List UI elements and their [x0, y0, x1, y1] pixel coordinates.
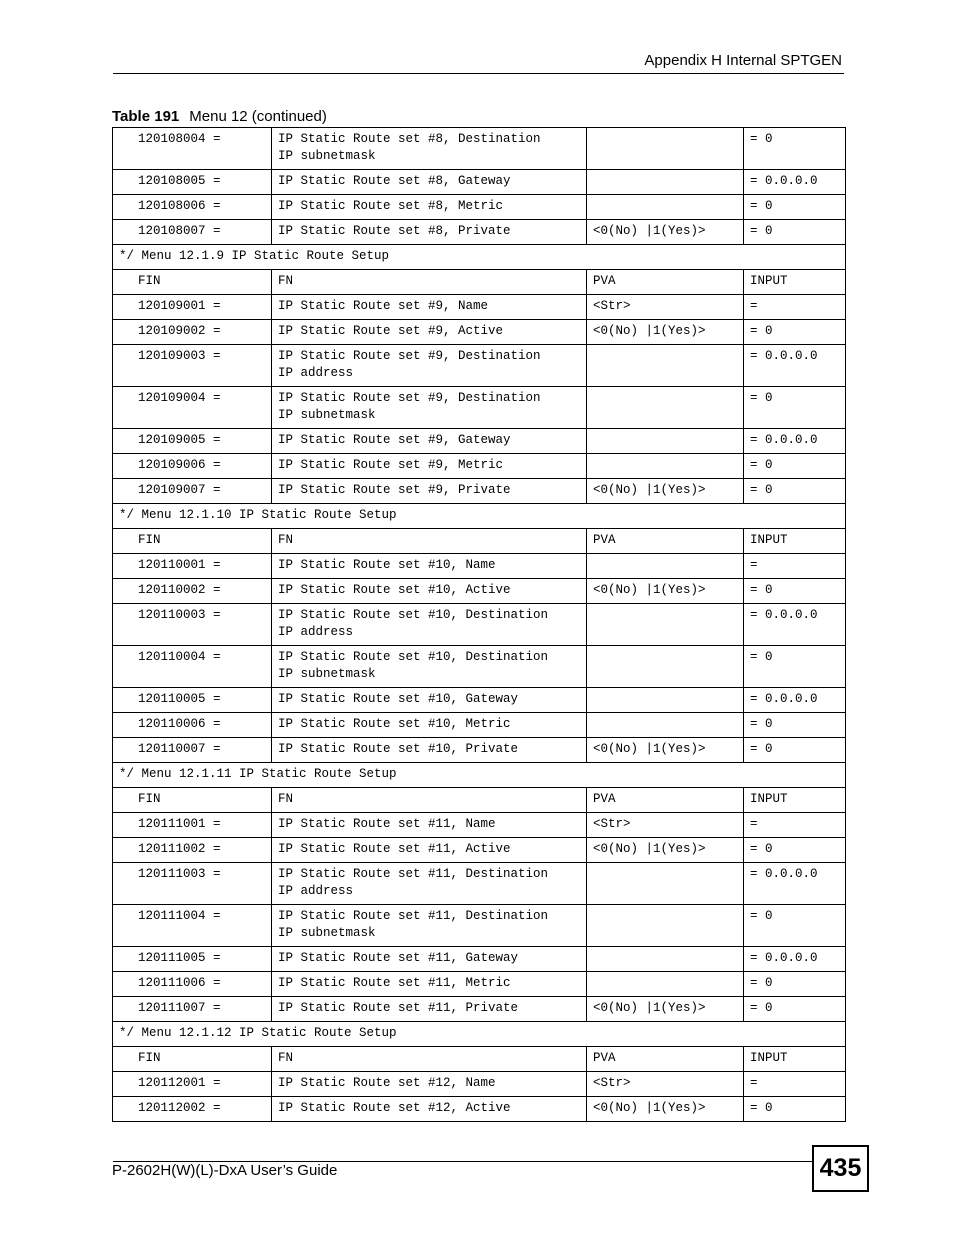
input-cell: = 0 — [744, 838, 846, 863]
pva-cell: <0(No) |1(Yes)> — [587, 738, 744, 763]
fn-cell: IP Static Route set #11, Gateway — [272, 947, 587, 972]
input-cell: INPUT — [744, 529, 846, 554]
input-cell: = 0 — [744, 479, 846, 504]
fn-cell: IP Static Route set #8, Private — [272, 220, 587, 245]
input-cell: = 0 — [744, 738, 846, 763]
page-number: 435 — [812, 1145, 869, 1192]
input-cell: = 0.0.0.0 — [744, 688, 846, 713]
fn-cell: IP Static Route set #10, Destination IP subnetmask — [272, 646, 587, 688]
fn-cell: IP Static Route set #9, Gateway — [272, 429, 587, 454]
fin-cell: 120110007 = — [113, 738, 272, 763]
fin-cell: 120110004 = — [113, 646, 272, 688]
input-cell: INPUT — [744, 788, 846, 813]
pva-cell: PVA — [587, 788, 744, 813]
menu-12-table — [112, 127, 846, 1122]
table-row — [113, 738, 846, 763]
fn-cell: IP Static Route set #9, Destination IP address — [272, 345, 587, 387]
fin-cell: 120108006 = — [113, 195, 272, 220]
table-row — [113, 646, 846, 688]
fn-cell: IP Static Route set #8, Metric — [272, 195, 587, 220]
fn-cell: IP Static Route set #8, Gateway — [272, 170, 587, 195]
pva-cell — [587, 454, 744, 479]
fn-cell: IP Static Route set #11, Private — [272, 997, 587, 1022]
fin-cell: 120108005 = — [113, 170, 272, 195]
fin-cell: 120109002 = — [113, 320, 272, 345]
table-row — [113, 195, 846, 220]
fin-cell: 120112001 = — [113, 1072, 272, 1097]
input-cell: = 0 — [744, 646, 846, 688]
pva-cell — [587, 195, 744, 220]
input-cell: = 0 — [744, 972, 846, 997]
fn-cell: IP Static Route set #10, Private — [272, 738, 587, 763]
table-row — [113, 1097, 846, 1122]
pva-cell — [587, 713, 744, 738]
table-row — [113, 905, 846, 947]
fin-cell: 120111006 = — [113, 972, 272, 997]
fin-cell: FIN — [113, 529, 272, 554]
section-title: */ Menu 12.1.11 IP Static Route Setup — [113, 763, 846, 788]
table-row — [113, 128, 846, 170]
input-cell: = 0 — [744, 320, 846, 345]
section-title: */ Menu 12.1.12 IP Static Route Setup — [113, 1022, 846, 1047]
table-row — [113, 604, 846, 646]
table-row — [113, 429, 846, 454]
input-cell: = 0 — [744, 1097, 846, 1122]
fin-cell: 120109001 = — [113, 295, 272, 320]
pva-cell — [587, 345, 744, 387]
pva-cell — [587, 972, 744, 997]
fin-cell: 120110001 = — [113, 554, 272, 579]
fin-cell: 120111003 = — [113, 863, 272, 905]
table-row — [113, 554, 846, 579]
table-row — [113, 295, 846, 320]
fn-cell: IP Static Route set #11, Name — [272, 813, 587, 838]
fin-cell: 120111002 = — [113, 838, 272, 863]
input-cell: = 0 — [744, 997, 846, 1022]
input-cell: = 0.0.0.0 — [744, 345, 846, 387]
fin-cell: FIN — [113, 788, 272, 813]
fn-cell: IP Static Route set #11, Active — [272, 838, 587, 863]
table-row — [113, 345, 846, 387]
fn-cell: IP Static Route set #11, Destination IP address — [272, 863, 587, 905]
fin-cell: FIN — [113, 270, 272, 295]
table-caption-text: Menu 12 (continued) — [189, 108, 327, 125]
section-header-row — [113, 245, 846, 270]
fn-cell: IP Static Route set #12, Active — [272, 1097, 587, 1122]
input-cell: = 0 — [744, 220, 846, 245]
table-row — [113, 579, 846, 604]
table-row — [113, 997, 846, 1022]
pva-cell: <0(No) |1(Yes)> — [587, 1097, 744, 1122]
table-row — [113, 863, 846, 905]
table-row — [113, 788, 846, 813]
pva-cell: <0(No) |1(Yes)> — [587, 579, 744, 604]
pva-cell: PVA — [587, 1047, 744, 1072]
table-caption — [112, 108, 327, 125]
fin-cell: 120110006 = — [113, 713, 272, 738]
input-cell: = — [744, 1072, 846, 1097]
header-rule — [113, 73, 844, 74]
table-row — [113, 220, 846, 245]
pva-cell: PVA — [587, 529, 744, 554]
fin-cell: 120109005 = — [113, 429, 272, 454]
fn-cell: IP Static Route set #9, Active — [272, 320, 587, 345]
table-row — [113, 813, 846, 838]
input-cell: = 0.0.0.0 — [744, 863, 846, 905]
fn-cell: FN — [272, 788, 587, 813]
input-cell: = 0 — [744, 454, 846, 479]
table-row — [113, 1047, 846, 1072]
fin-cell: 120109006 = — [113, 454, 272, 479]
fin-cell: 120110005 = — [113, 688, 272, 713]
section-header-row — [113, 504, 846, 529]
pva-cell: <Str> — [587, 1072, 744, 1097]
pva-cell: <Str> — [587, 295, 744, 320]
section-header-row — [113, 763, 846, 788]
fn-cell: IP Static Route set #9, Destination IP subnetmask — [272, 387, 587, 429]
fn-cell: IP Static Route set #11, Destination IP subnetmask — [272, 905, 587, 947]
pva-cell: <Str> — [587, 813, 744, 838]
table-row — [113, 947, 846, 972]
input-cell: = 0.0.0.0 — [744, 170, 846, 195]
section-header-row — [113, 1022, 846, 1047]
fn-cell: IP Static Route set #10, Destination IP address — [272, 604, 587, 646]
fn-cell: IP Static Route set #8, Destination IP subnetmask — [272, 128, 587, 170]
fin-cell: 120110003 = — [113, 604, 272, 646]
pva-cell — [587, 554, 744, 579]
table-row — [113, 387, 846, 429]
fin-cell: 120111004 = — [113, 905, 272, 947]
pva-cell — [587, 646, 744, 688]
pva-cell — [587, 947, 744, 972]
table-row — [113, 529, 846, 554]
input-cell: = 0 — [744, 195, 846, 220]
fin-cell: 120109003 = — [113, 345, 272, 387]
input-cell: = 0.0.0.0 — [744, 947, 846, 972]
fin-cell: 120112002 = — [113, 1097, 272, 1122]
guide-title: P-2602H(W)(L)-DxA User’s Guide — [112, 1162, 338, 1179]
table-row — [113, 688, 846, 713]
pva-cell — [587, 688, 744, 713]
input-cell: = 0 — [744, 713, 846, 738]
fin-cell: 120108004 = — [113, 128, 272, 170]
pva-cell — [587, 863, 744, 905]
pva-cell: PVA — [587, 270, 744, 295]
input-cell: = 0 — [744, 128, 846, 170]
table-row — [113, 454, 846, 479]
pva-cell: <0(No) |1(Yes)> — [587, 838, 744, 863]
pva-cell: <0(No) |1(Yes)> — [587, 220, 744, 245]
table-row — [113, 713, 846, 738]
input-cell: = — [744, 295, 846, 320]
input-cell: = 0.0.0.0 — [744, 429, 846, 454]
pva-cell — [587, 905, 744, 947]
fn-cell: IP Static Route set #10, Gateway — [272, 688, 587, 713]
section-title: */ Menu 12.1.9 IP Static Route Setup — [113, 245, 846, 270]
fn-cell: IP Static Route set #10, Name — [272, 554, 587, 579]
table-row — [113, 479, 846, 504]
fin-cell: 120110002 = — [113, 579, 272, 604]
fin-cell: 120109007 = — [113, 479, 272, 504]
input-cell: = — [744, 813, 846, 838]
input-cell: = 0 — [744, 387, 846, 429]
table-row — [113, 1072, 846, 1097]
fn-cell: IP Static Route set #9, Private — [272, 479, 587, 504]
table-row — [113, 838, 846, 863]
table-body — [113, 128, 846, 1122]
fn-cell: IP Static Route set #9, Name — [272, 295, 587, 320]
fn-cell: IP Static Route set #10, Active — [272, 579, 587, 604]
pva-cell: <0(No) |1(Yes)> — [587, 479, 744, 504]
running-header: Appendix H Internal SPTGEN — [644, 52, 842, 69]
fin-cell: FIN — [113, 1047, 272, 1072]
pva-cell: <0(No) |1(Yes)> — [587, 997, 744, 1022]
fn-cell: IP Static Route set #10, Metric — [272, 713, 587, 738]
pva-cell — [587, 387, 744, 429]
fn-cell: FN — [272, 1047, 587, 1072]
fin-cell: 120111005 = — [113, 947, 272, 972]
table-caption-label: Table 191 — [112, 108, 180, 125]
table-row — [113, 320, 846, 345]
fin-cell: 120108007 = — [113, 220, 272, 245]
input-cell: = 0.0.0.0 — [744, 604, 846, 646]
input-cell: = 0 — [744, 905, 846, 947]
fn-cell: IP Static Route set #12, Name — [272, 1072, 587, 1097]
fn-cell: FN — [272, 270, 587, 295]
pva-cell — [587, 429, 744, 454]
fn-cell: IP Static Route set #9, Metric — [272, 454, 587, 479]
fin-cell: 120111007 = — [113, 997, 272, 1022]
fin-cell: 120109004 = — [113, 387, 272, 429]
input-cell: INPUT — [744, 1047, 846, 1072]
pva-cell: <0(No) |1(Yes)> — [587, 320, 744, 345]
pva-cell — [587, 128, 744, 170]
section-title: */ Menu 12.1.10 IP Static Route Setup — [113, 504, 846, 529]
table-row — [113, 972, 846, 997]
table-row — [113, 170, 846, 195]
fin-cell: 120111001 = — [113, 813, 272, 838]
input-cell: INPUT — [744, 270, 846, 295]
input-cell: = 0 — [744, 579, 846, 604]
table-row — [113, 270, 846, 295]
input-cell: = — [744, 554, 846, 579]
pva-cell — [587, 170, 744, 195]
fn-cell: IP Static Route set #11, Metric — [272, 972, 587, 997]
pva-cell — [587, 604, 744, 646]
fn-cell: FN — [272, 529, 587, 554]
